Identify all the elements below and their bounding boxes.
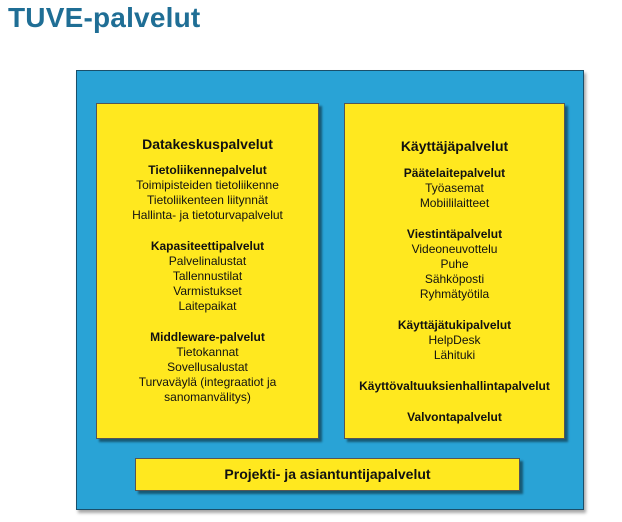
group-devices (345, 166, 564, 211)
page-title: TUVE-palvelut (8, 2, 201, 33)
service-item: Tietoliikenteen liitynnät (147, 193, 268, 207)
group-title: Päätelaitepalvelut (403, 166, 506, 180)
panel-title: Käyttäjäpalvelut (400, 138, 509, 154)
group-communication (345, 227, 564, 302)
service-item: sanomanvälitys) (164, 390, 251, 404)
group-title: Kapasiteettipalvelut (150, 239, 265, 253)
group-title: Käyttövaltuuksienhallintapalvelut (359, 379, 550, 393)
group-title: Valvontapalvelut (407, 410, 502, 424)
service-item: Mobiililaitteet (419, 196, 490, 210)
service-item: Laitepaikat (178, 299, 237, 313)
group-title: Tietoliikennepalvelut (148, 163, 267, 177)
group-title: Middleware-palvelut (150, 330, 265, 344)
group-capacity (97, 239, 318, 314)
service-item: Turvaväylä (integraatiot ja (138, 375, 277, 389)
service-item: Sovellusalustat (167, 360, 248, 374)
user-services-panel (344, 103, 565, 439)
group-middleware (97, 330, 318, 405)
service-item: Videoneuvottelu (411, 242, 498, 256)
datacenter-services-panel (96, 103, 319, 439)
project-services-bar: Projekti- ja asiantuntijapalvelut (135, 458, 520, 491)
group-title: Käyttäjätukipalvelut (397, 318, 512, 332)
service-item: Tallennustilat (172, 269, 243, 283)
service-item: Varmistukset (173, 284, 242, 298)
panel-title: Datakeskuspalvelut (142, 136, 273, 152)
service-item: Ryhmätyötila (419, 287, 490, 301)
service-item: Lähituki (433, 348, 476, 362)
group-access-management (345, 379, 564, 394)
service-item: Sähköposti (424, 272, 485, 286)
group-telecom (97, 163, 318, 223)
group-user-support (345, 318, 564, 363)
service-item: Tietokannat (176, 345, 239, 359)
service-item: Puhe (440, 257, 469, 271)
service-item: Hallinta- ja tietoturvapalvelut (132, 208, 283, 222)
group-title: Viestintäpalvelut (406, 227, 503, 241)
service-item: Toimipisteiden tietoliikenne (136, 178, 279, 192)
service-item: HelpDesk (428, 333, 481, 347)
service-item: Palvelinalustat (168, 254, 247, 268)
service-item: Työasemat (425, 181, 484, 195)
group-monitoring (345, 410, 564, 425)
